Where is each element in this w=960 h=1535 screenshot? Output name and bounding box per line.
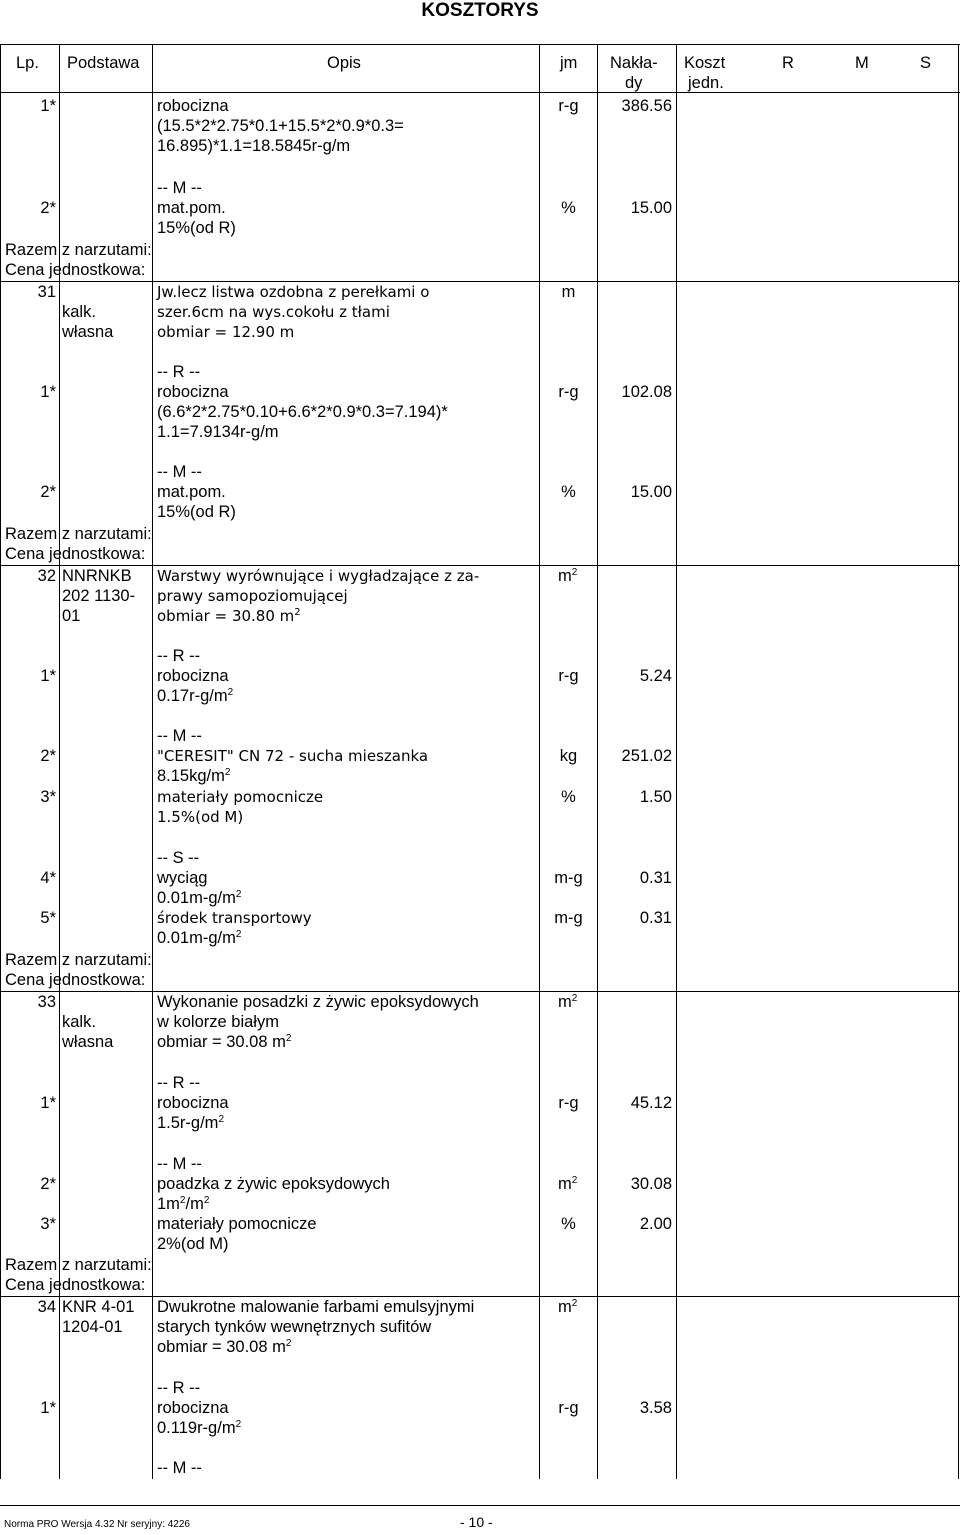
col-divider-naklady	[676, 44, 677, 1479]
line-desc: poadzka z żywic epoksydowych	[157, 1175, 390, 1193]
position-unit: $m^2$	[558, 993, 578, 1011]
position-desc: prawy samopoziomującej	[157, 587, 348, 605]
line-lp: 1*	[40, 1094, 56, 1112]
line-value: 102.08	[621, 383, 672, 401]
line-unit: m-g	[554, 909, 583, 927]
cena-label: Cena jednostkowa:	[5, 261, 146, 279]
footer-page-number: - 10 -	[460, 1514, 493, 1530]
line-value: 45.12	[630, 1094, 672, 1112]
section-marker: -- M --	[157, 463, 202, 481]
line-lp: 5*	[40, 909, 56, 927]
position-basis: własna	[62, 1033, 114, 1051]
header-koszt-2: jedn.	[688, 74, 724, 92]
position-unit: $m^2$	[558, 567, 578, 585]
header-lp: Lp.	[16, 54, 39, 72]
line-desc: robocizna	[157, 383, 229, 401]
line-lp: 2*	[40, 483, 56, 501]
line-unit: %	[561, 1215, 576, 1233]
line-desc: robocizna	[157, 97, 229, 115]
line-desc: 2%(od M)	[157, 1235, 229, 1253]
page-title: KOSZTORYS	[421, 0, 539, 21]
position-unit: m	[561, 283, 576, 301]
line-desc: 16.895)*1.1=18.5845r-g/m	[157, 137, 351, 155]
line-lp: 4*	[40, 869, 56, 887]
line-desc: 15%(od R)	[157, 219, 236, 237]
header-podstawa: Podstawa	[67, 54, 140, 72]
header-top-border	[0, 44, 960, 45]
header-naklady-1: Nakła-	[610, 54, 658, 72]
razem-label: Razem z narzutami:	[5, 1256, 152, 1274]
line-lp: 2*	[40, 199, 56, 217]
position-basis: NNRNKB	[62, 567, 132, 585]
line-desc: $8.15kg/m^2$	[157, 767, 231, 785]
line-value: 0.31	[639, 869, 672, 887]
line-lp: 2*	[40, 1175, 56, 1193]
line-unit: r-g	[558, 97, 579, 115]
position-quantity: obmiar = 12.90 m	[157, 323, 295, 341]
line-desc: materiały pomocnicze	[157, 788, 324, 806]
line-value: 15.00	[630, 483, 672, 501]
section-marker: -- M --	[157, 1155, 202, 1173]
position-desc: w kolorze białym	[157, 1013, 279, 1031]
line-lp: 1*	[40, 1399, 56, 1417]
section-marker: -- M --	[157, 1459, 202, 1477]
header-m: M	[855, 54, 869, 72]
position-border	[0, 1296, 960, 1297]
position-desc: starych tynków wewnętrznych sufitów	[157, 1318, 432, 1336]
footer-rule	[0, 1505, 960, 1506]
line-desc: $1m^2/m^2$	[157, 1195, 210, 1213]
razem-label: Razem z narzutami:	[5, 241, 152, 259]
line-unit: %	[561, 199, 576, 217]
line-unit: r-g	[558, 1399, 579, 1417]
header-koszt-1: Koszt	[684, 54, 726, 72]
header-r: R	[782, 54, 794, 72]
line-desc: 1.1=7.9134r-g/m	[157, 423, 279, 441]
line-desc: robocizna	[157, 1094, 229, 1112]
table-right-border	[958, 44, 959, 1479]
position-desc: Warstwy wyrównujące i wygładzające z za-	[157, 567, 480, 585]
line-desc: $0.17r-g/m^2$	[157, 687, 234, 705]
position-number: 34	[37, 1298, 56, 1316]
section-marker: -- R --	[157, 1074, 201, 1092]
line-desc: $0.01m-g/m^2$	[157, 929, 242, 947]
col-divider-podstawa	[152, 44, 153, 1479]
line-value: 30.08	[630, 1175, 672, 1193]
position-basis: kalk.	[62, 303, 96, 321]
position-unit: $m^2$	[558, 1298, 578, 1316]
line-desc: robocizna	[157, 1399, 229, 1417]
line-value: 5.24	[639, 667, 672, 685]
line-desc: robocizna	[157, 667, 229, 685]
line-unit: kg	[559, 747, 578, 765]
position-border	[0, 991, 960, 992]
section-marker: -- M --	[157, 727, 202, 745]
line-desc: (15.5*2*2.75*0.1+15.5*2*0.9*0.3=	[157, 117, 404, 135]
line-unit: r-g	[558, 1094, 579, 1112]
position-quantity: obmiar = 30.08 $m^2$	[157, 1033, 292, 1051]
header-jm: jm	[560, 54, 578, 72]
line-unit: m-g	[554, 869, 583, 887]
line-unit: $m^2$	[558, 1175, 578, 1193]
position-quantity: obmiar = 30.80 $m^2$	[157, 607, 301, 625]
header-naklady-2: dy	[625, 74, 643, 92]
line-desc: (6.6*2*2.75*0.10+6.6*2*0.9*0.3=7.194)*	[157, 403, 448, 421]
position-basis: 1204-01	[62, 1318, 123, 1336]
line-value: 251.02	[621, 747, 672, 765]
section-marker: -- R --	[157, 1379, 201, 1397]
razem-label: Razem z narzutami:	[5, 525, 152, 543]
line-desc: mat.pom.	[157, 199, 226, 217]
line-lp: 1*	[40, 383, 56, 401]
line-lp: 3*	[40, 788, 56, 806]
line-lp: 1*	[40, 97, 56, 115]
line-lp: 2*	[40, 747, 56, 765]
position-desc: Dwukrotne malowanie farbami emulsyjnymi	[157, 1298, 475, 1316]
position-basis: 202 1130-	[62, 587, 136, 605]
position-border	[0, 565, 960, 566]
footer-software-info: Norma PRO Wersja 4.32 Nr seryjny: 4226	[4, 1519, 190, 1530]
line-desc: $1.5r-g/m^2$	[157, 1114, 224, 1132]
position-number: 32	[37, 567, 56, 585]
line-value: 1.50	[639, 788, 672, 806]
position-desc: Wykonanie posadzki z żywic epoksydowych	[157, 993, 479, 1011]
section-marker: -- R --	[157, 647, 201, 665]
line-desc: $0.01m-g/m^2$	[157, 889, 242, 907]
line-desc: wyciąg	[157, 869, 208, 887]
position-quantity: obmiar = 30.08 $m^2$	[157, 1338, 292, 1356]
line-desc: 15%(od R)	[157, 503, 236, 521]
line-desc: mat.pom.	[157, 483, 226, 501]
line-lp: 3*	[40, 1215, 56, 1233]
line-value: 386.56	[621, 97, 672, 115]
position-basis: 01	[62, 607, 81, 625]
position-desc: szer.6cm na wys.cokołu z tłami	[157, 303, 390, 321]
position-basis: KNR 4-01	[62, 1298, 135, 1316]
section-marker: -- M --	[157, 179, 202, 197]
header-bottom-border	[0, 92, 960, 93]
position-basis: kalk.	[62, 1013, 96, 1031]
line-unit: r-g	[558, 383, 579, 401]
section-marker: -- R --	[157, 363, 201, 381]
cena-label: Cena jednostkowa:	[5, 971, 146, 989]
line-desc: materiały pomocnicze	[157, 1215, 317, 1233]
position-number: 33	[37, 993, 56, 1011]
header-s: S	[920, 54, 932, 72]
cena-label: Cena jednostkowa:	[5, 545, 146, 563]
line-value: 2.00	[639, 1215, 672, 1233]
razem-label: Razem z narzutami:	[5, 951, 152, 969]
position-desc: Jw.lecz listwa ozdobna z perełkami o	[157, 283, 430, 301]
header-opis: Opis	[327, 54, 361, 72]
line-desc: 1.5%(od M)	[157, 808, 244, 826]
position-number: 31	[37, 283, 56, 301]
line-desc: $0.119r-g/m^2$	[157, 1419, 242, 1437]
line-lp: 1*	[40, 667, 56, 685]
line-unit: %	[561, 788, 576, 806]
line-value: 0.31	[639, 909, 672, 927]
cena-label: Cena jednostkowa:	[5, 1276, 146, 1294]
line-desc: "CERESIT" CN 72 - sucha mieszanka	[157, 747, 429, 765]
line-desc: środek transportowy	[157, 909, 312, 927]
line-value: 15.00	[630, 199, 672, 217]
position-basis: własna	[62, 323, 114, 341]
line-unit: %	[561, 483, 576, 501]
line-value: 3.58	[639, 1399, 672, 1417]
section-marker: -- S --	[157, 849, 200, 867]
line-unit: r-g	[558, 667, 579, 685]
position-border	[0, 281, 960, 282]
